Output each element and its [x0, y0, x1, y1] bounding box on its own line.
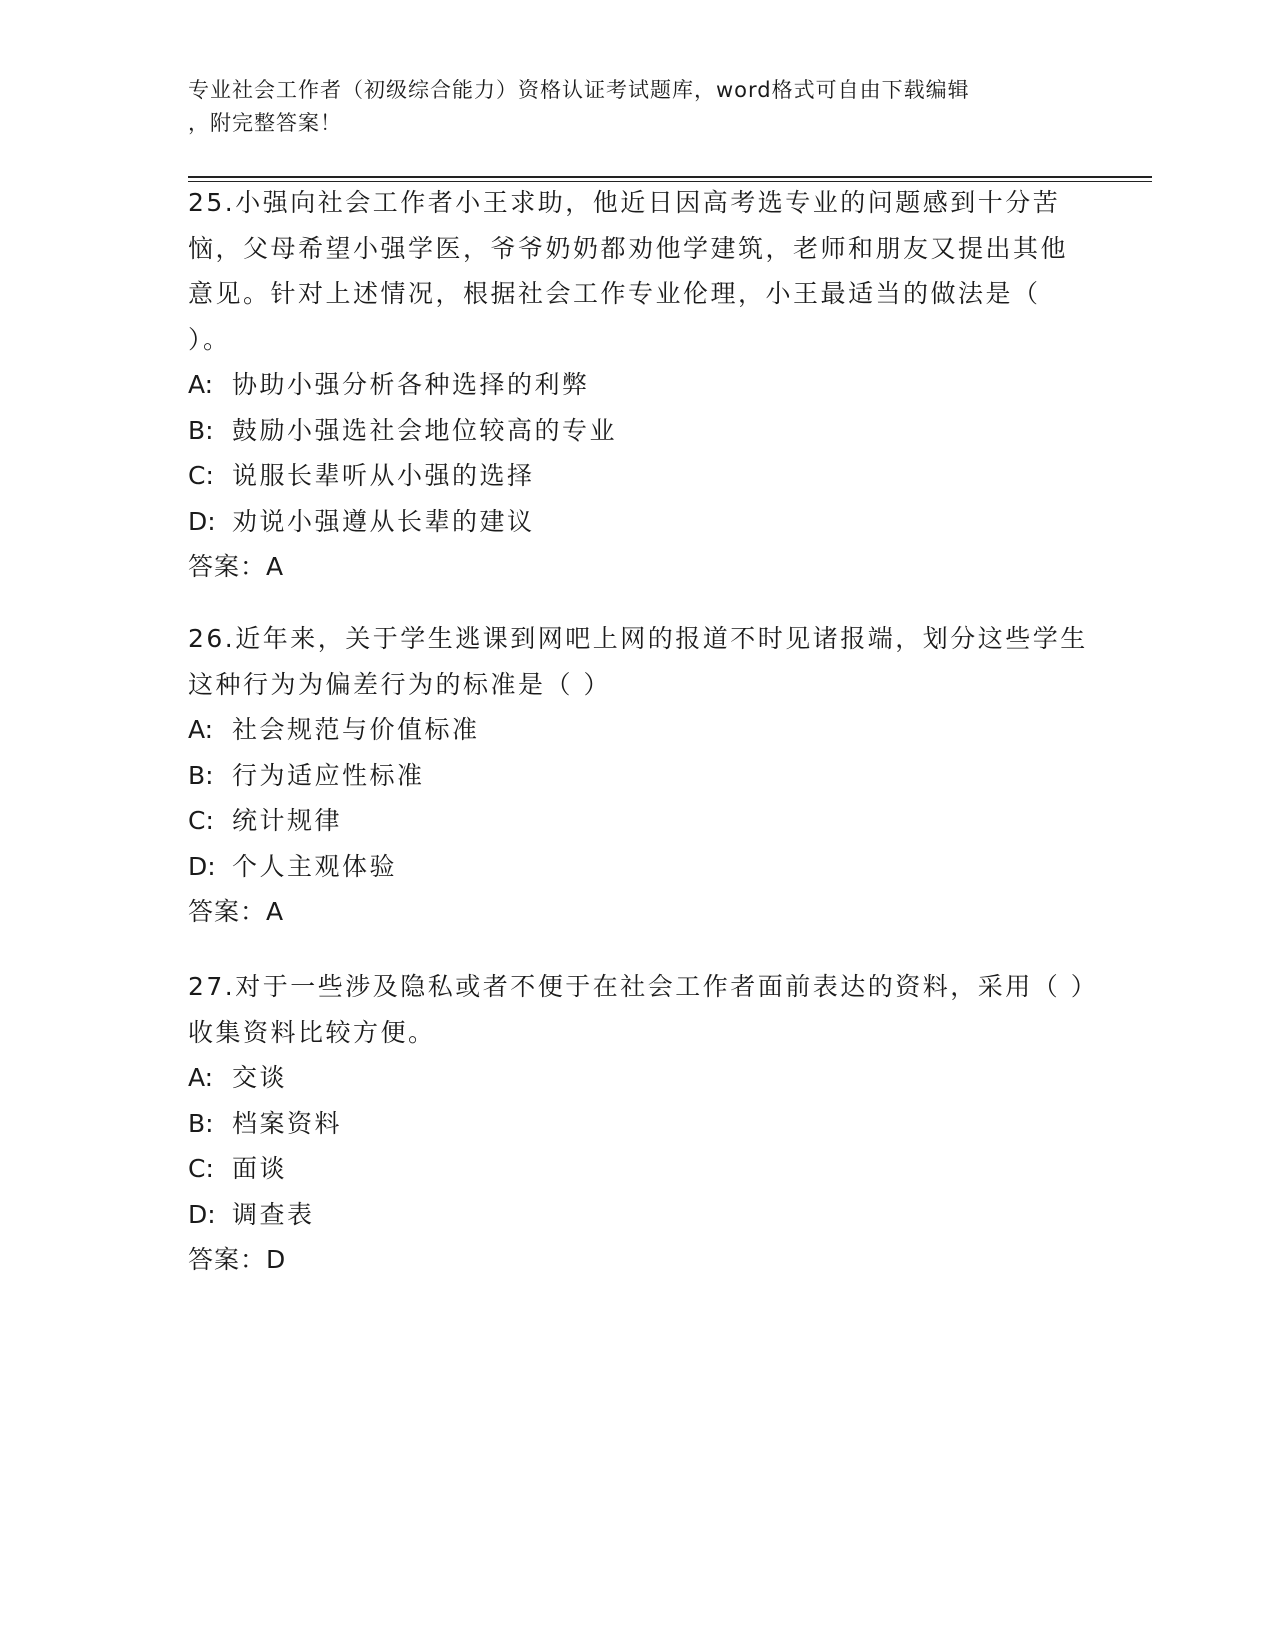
option-text: 劝说小强遵从长辈的建议 — [232, 506, 535, 536]
option-text: 行为适应性标准 — [232, 760, 425, 790]
option-d — [188, 844, 1088, 890]
option-letter: B: — [188, 1108, 214, 1138]
header-line-1: 专业社会工作者（初级综合能力）资格认证考试题库，word格式可自由下载编辑 — [188, 78, 970, 102]
question-stem: 26.近年来，关于学生逃课到网吧上网的报道不时见诸报端，划分这些学生这种行为为偏差行为的标准是（ ） — [188, 624, 1088, 699]
option-text: 鼓励小强选社会地位较高的专业 — [232, 415, 618, 445]
option-text: 说服长辈听从小强的选择 — [232, 461, 535, 490]
question-25 — [188, 180, 1088, 590]
option-d — [188, 1192, 1088, 1238]
option-d — [188, 499, 1088, 545]
option-letter: D: — [188, 1199, 216, 1229]
option-text: 个人主观体验 — [232, 851, 398, 881]
option-c — [188, 453, 1088, 499]
option-a — [188, 707, 1088, 753]
option-letter: B: — [188, 415, 214, 445]
document-header — [188, 74, 1068, 140]
option-c — [188, 1146, 1088, 1192]
question-stem: 27.对于一些涉及隐私或者不便于在社会工作者面前表达的资料，采用（ ）收集资料比较方便。 — [188, 972, 1086, 1047]
option-a — [188, 362, 1088, 408]
option-letter: C: — [188, 806, 214, 835]
option-letter: A: — [188, 715, 214, 744]
question-27 — [188, 964, 1088, 1283]
option-text: 统计规律 — [232, 806, 343, 835]
option-text: 面谈 — [232, 1154, 288, 1183]
option-c — [188, 798, 1088, 844]
option-b — [188, 408, 1088, 454]
answer-line: 答案：A — [188, 552, 285, 581]
option-text: 档案资料 — [232, 1108, 343, 1138]
option-a — [188, 1055, 1088, 1101]
question-stem: 25.小强向社会工作者小王求助，他近日因高考选专业的问题感到十分苦恼，父母希望小强学医，爷爷奶奶都劝他学建筑，老师和朋友又提出其他意见。针对上述情况，根据社会工作专业伦理，小王最适当的做法是（ ）。 — [188, 188, 1069, 354]
option-b — [188, 1101, 1088, 1147]
option-letter: A: — [188, 370, 214, 399]
option-text: 协助小强分析各种选择的利弊 — [232, 370, 590, 399]
option-letter: C: — [188, 461, 214, 490]
option-letter: B: — [188, 760, 214, 790]
option-text: 调查表 — [232, 1199, 315, 1229]
header-line-2: ，附完整答案！ — [188, 111, 342, 135]
header-rule-thick — [188, 176, 1152, 178]
option-letter: C: — [188, 1154, 214, 1183]
option-text: 社会规范与价值标准 — [232, 715, 480, 744]
question-26 — [188, 616, 1088, 935]
option-letter: A: — [188, 1063, 214, 1092]
option-letter: D: — [188, 506, 216, 536]
option-letter: D: — [188, 851, 216, 881]
answer-line: 答案：D — [188, 1245, 287, 1274]
option-b — [188, 753, 1088, 799]
answer-line: 答案：A — [188, 897, 285, 926]
option-text: 交谈 — [232, 1063, 288, 1092]
